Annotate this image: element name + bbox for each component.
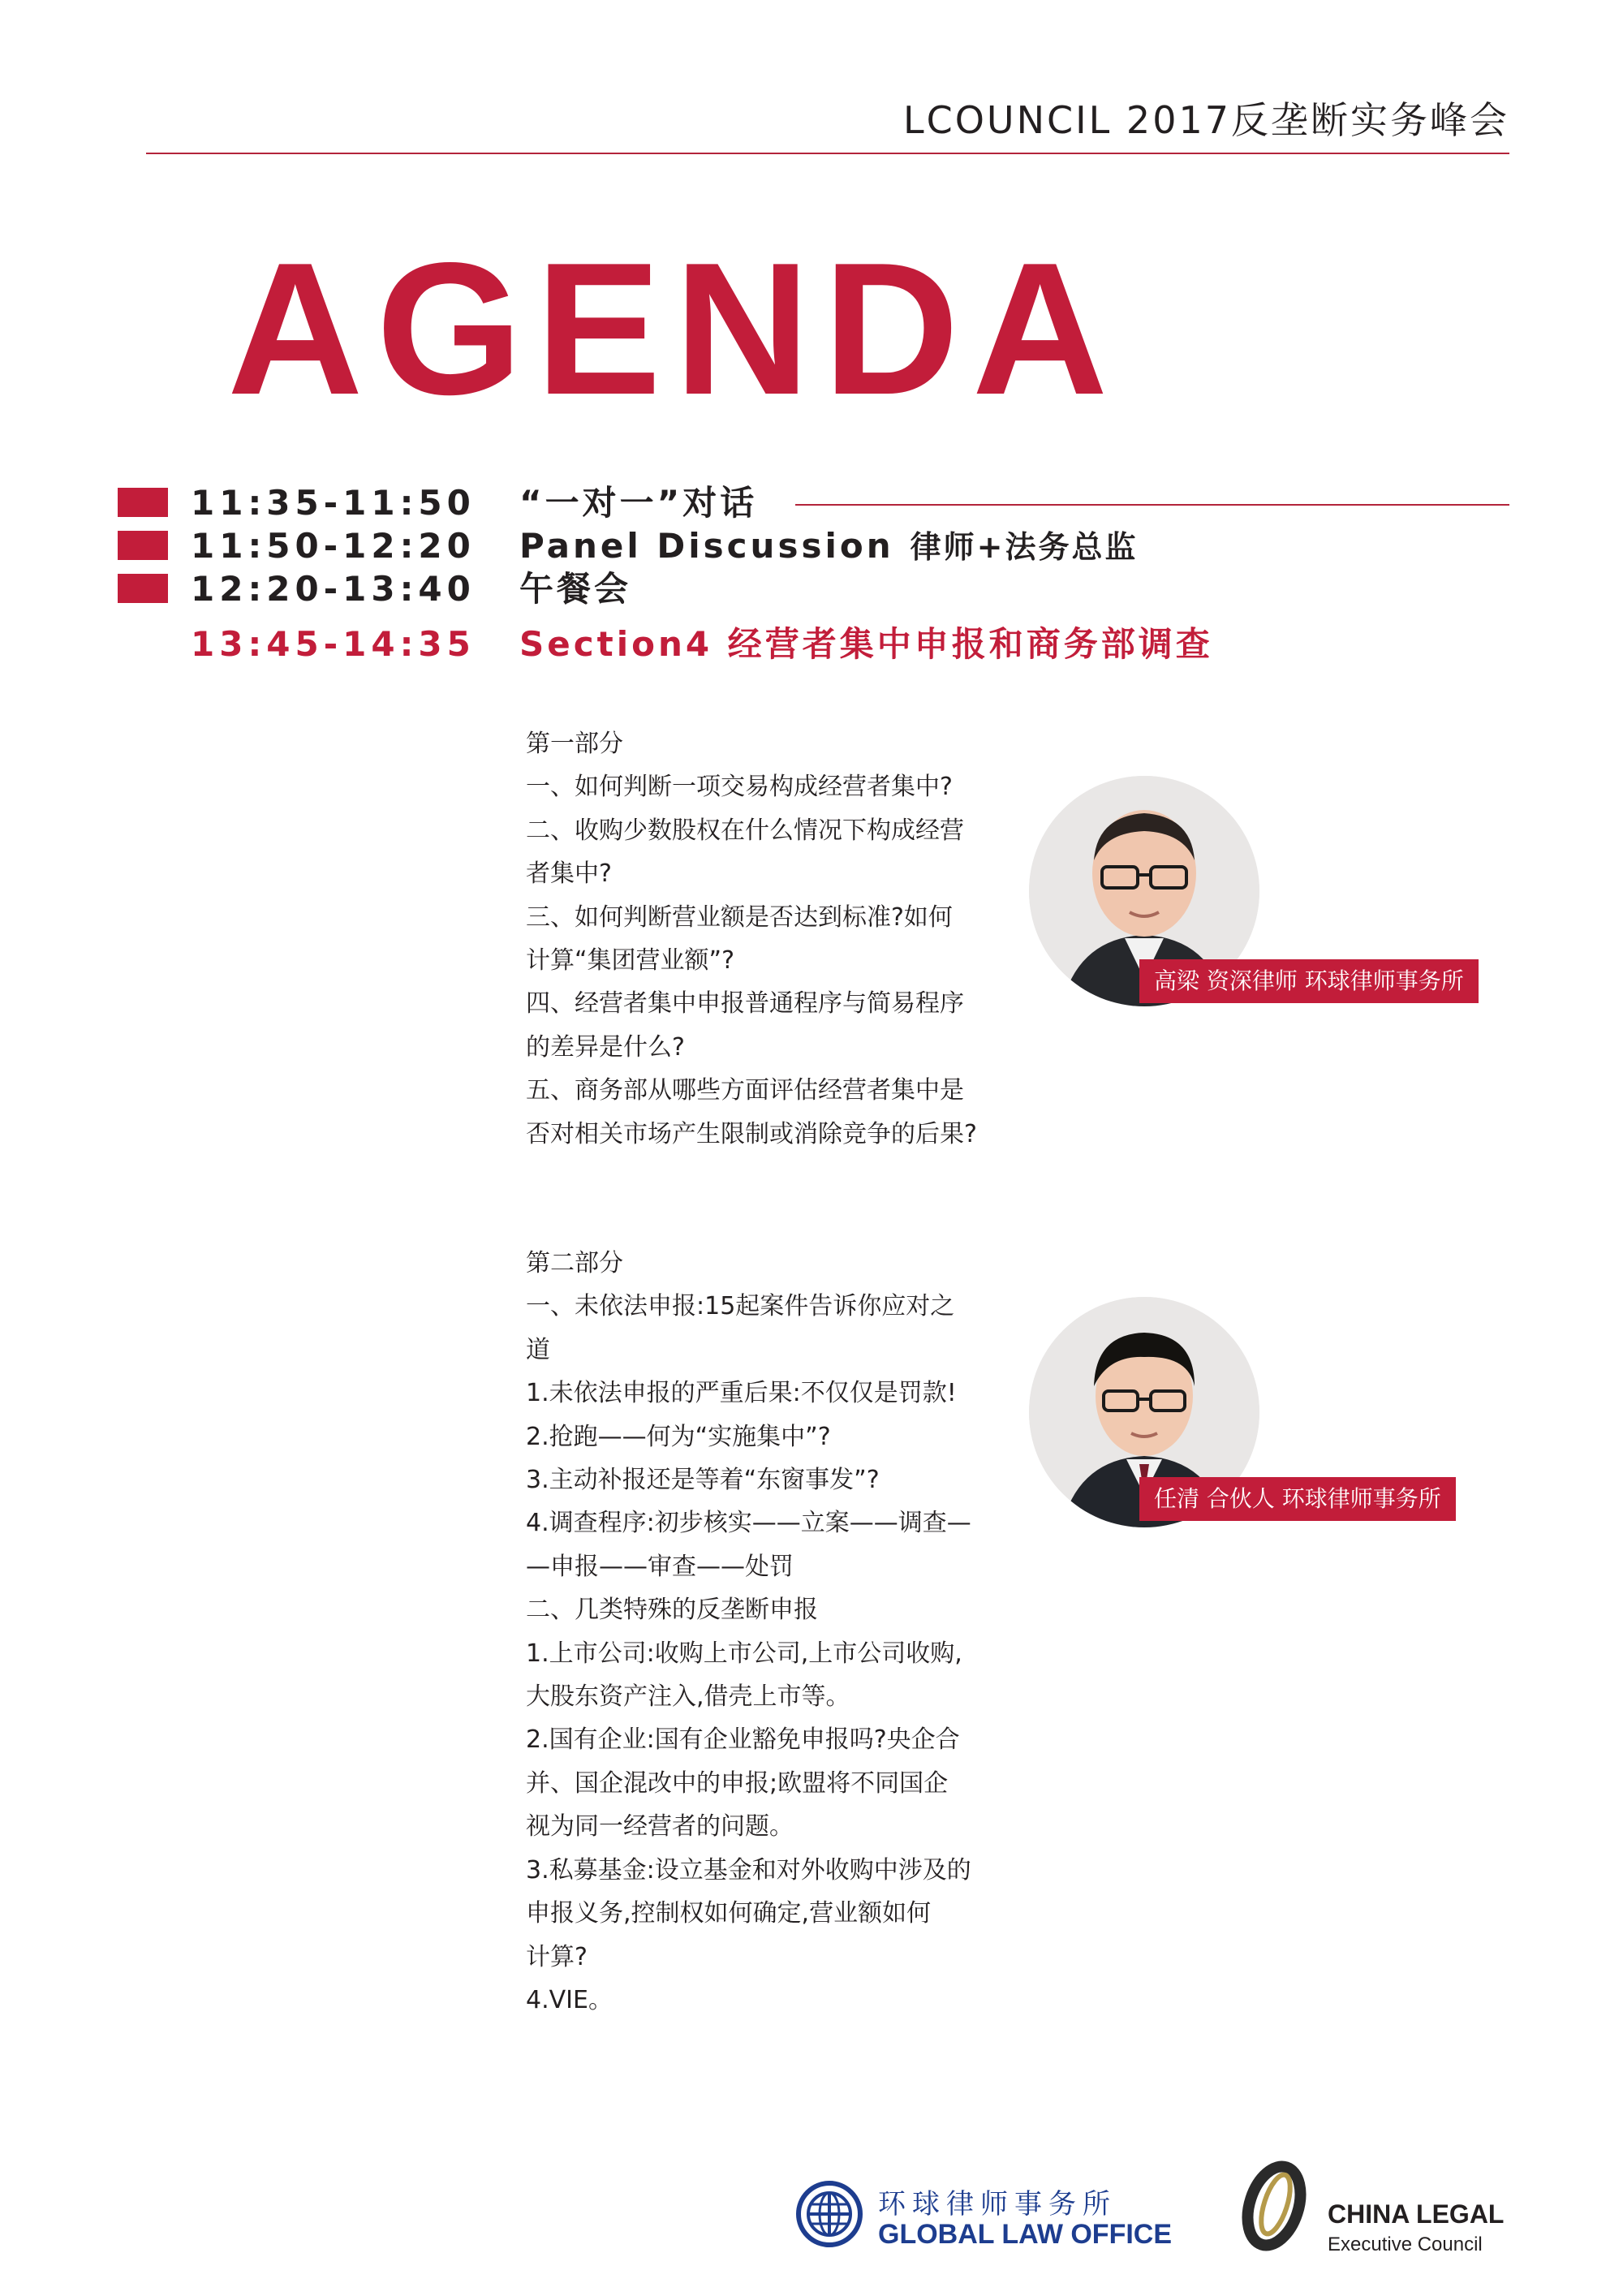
question-line: 道 (526, 1335, 550, 1364)
event-title: LCOUNCIL 2017反垄断实务峰会 (902, 98, 1509, 142)
question-line: 4.VIE。 (526, 1985, 613, 2014)
question-line: 并、国企混改中的申报;欧盟将不同国企 (526, 1768, 949, 1798)
question-line: 计算? (526, 1942, 588, 1971)
schedule-title: “一对一”对话 (519, 483, 758, 523)
schedule-title (519, 525, 1138, 568)
question-line: 的差异是什么? (526, 1032, 685, 1062)
china-legal-executive-council-logo-icon (1233, 2156, 1311, 2253)
question-line: 者集中? (526, 859, 612, 889)
global-law-office-logo-icon (795, 2180, 863, 2248)
part2-questions (526, 1242, 997, 2022)
schedule-divider (795, 504, 1509, 506)
schedule-time: 11:50-12:20 (191, 526, 476, 566)
question-line: 视为同一经营者的问题。 (526, 1812, 794, 1842)
schedule-row-marker (118, 531, 168, 560)
question-line: 计算“集团营业额”? (526, 946, 735, 976)
speaker-label: 任清 合伙人 环球律师事务所 (1139, 1477, 1456, 1521)
question-line: 一、未依法申报:15起案件告诉你应对之 (526, 1292, 955, 1321)
question-line: 1.上市公司:收购上市公司,上市公司收购, (526, 1639, 962, 1668)
question-line: 申报义务,控制权如何确定,营业额如何 (526, 1899, 932, 1928)
question-line: 三、如何判断营业额是否达到标准?如何 (526, 902, 953, 932)
question-line: 五、商务部从哪些方面评估经营者集中是 (526, 1076, 964, 1105)
speaker-label: 高梁 资深律师 环球律师事务所 (1139, 959, 1479, 1003)
question-line: 1.未依法申报的严重后果:不仅仅是罚款! (526, 1379, 957, 1408)
clec-name: CHINA LEGAL (1328, 2199, 1505, 2229)
schedule-time: 12:20-13:40 (191, 569, 476, 609)
schedule-time: 11:35-11:50 (191, 483, 476, 523)
global-law-office-cn: 环球律师事务所 (878, 2188, 1117, 2221)
schedule-title: 午餐会 (519, 569, 632, 609)
question-line: 大股东资产注入,借壳上市等。 (526, 1682, 850, 1712)
schedule-row-marker (118, 574, 168, 603)
question-line: 二、收购少数股权在什么情况下构成经营 (526, 816, 964, 845)
schedule-subtitle: 律师+法务总监 (910, 529, 1139, 565)
question-line: 一、如何判断一项交易构成经营者集中? (526, 773, 953, 802)
question-line: —申报——审查——处罚 (526, 1552, 794, 1581)
question-line: 2.国有企业:国有企业豁免申报吗?央企合 (526, 1725, 960, 1755)
schedule-title-text: Panel Discussion (519, 526, 894, 566)
part1-questions (526, 722, 997, 1156)
question-line: 2.抢跑——何为“实施集中”? (526, 1422, 831, 1451)
question-line: 4.调查程序:初步核实——立案——调查— (526, 1509, 971, 1538)
question-line: 3.私募基金:设立基金和对外收购中涉及的 (526, 1855, 971, 1885)
part-heading: 第二部分 (526, 1249, 623, 1277)
question-line: 二、几类特殊的反垄断申报 (526, 1596, 818, 1625)
clec-subtitle: Executive Council (1328, 2234, 1483, 2255)
question-line: 四、经营者集中申报普通程序与简易程序 (526, 989, 964, 1019)
schedule-row-marker (118, 488, 168, 517)
global-law-office-en: GLOBAL LAW OFFICE (878, 2219, 1173, 2250)
question-line: 3.主动补报还是等着“东窗事发”? (526, 1466, 880, 1495)
part-heading: 第一部分 (526, 730, 623, 758)
schedule-title-current: Section4 经营者集中申报和商务部调查 (519, 624, 1213, 664)
schedule-time-current: 13:45-14:35 (191, 624, 476, 664)
agenda-heading: AGENDA (227, 224, 1121, 434)
header-divider (146, 153, 1509, 154)
question-line: 否对相关市场产生限制或消除竞争的后果? (526, 1119, 977, 1148)
